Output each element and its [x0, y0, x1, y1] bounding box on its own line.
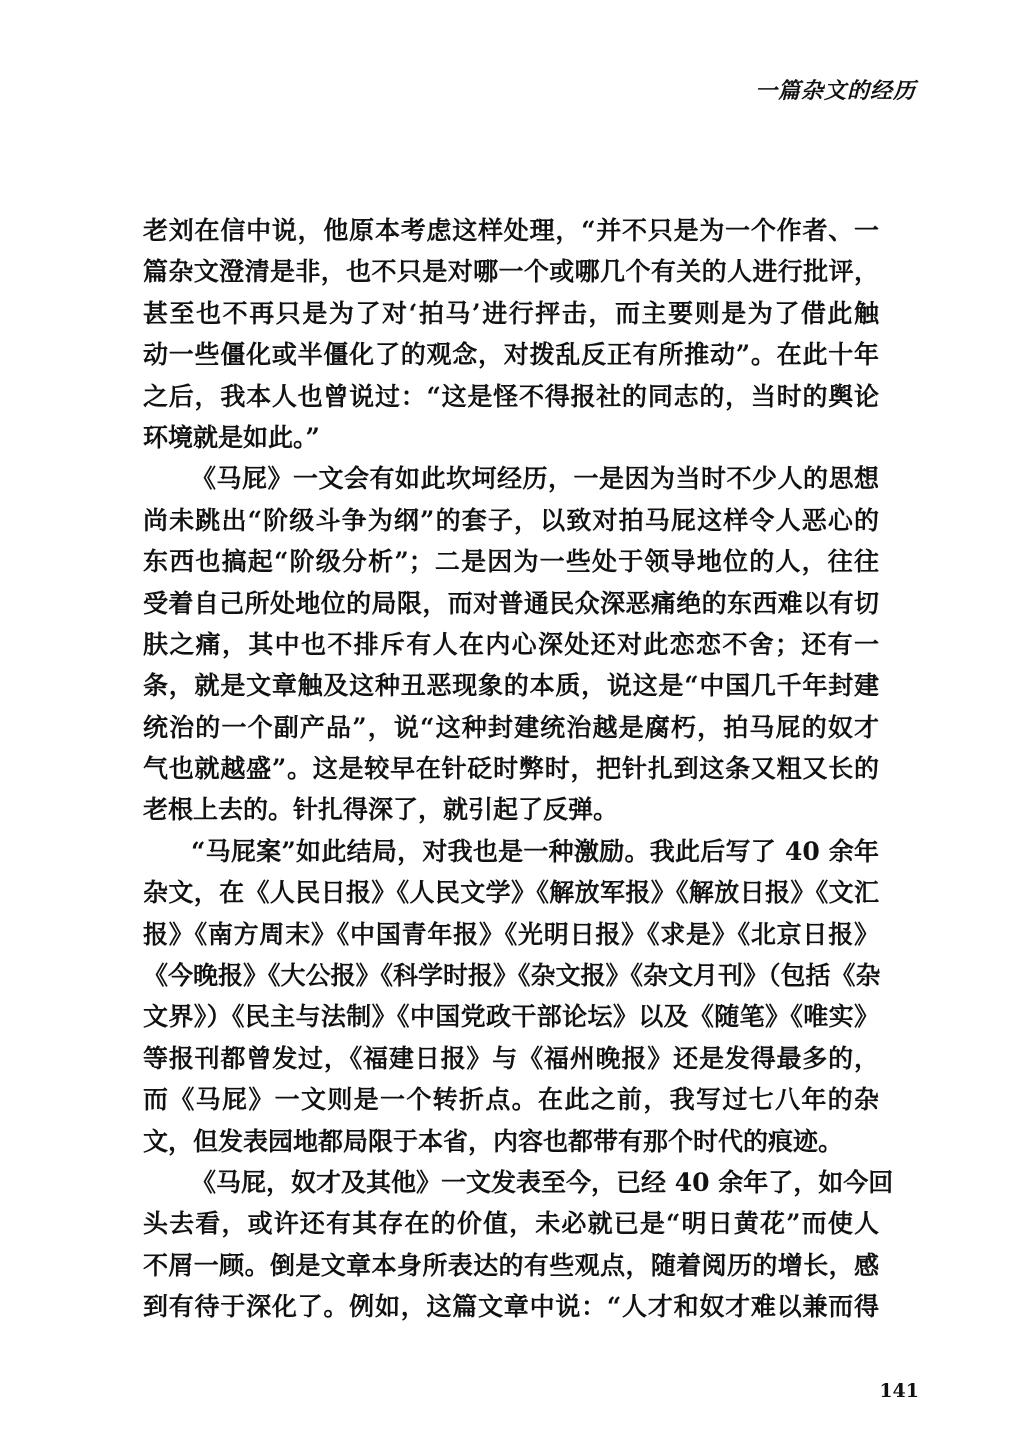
text-line: 《马屁，奴才及其他》一文发表至今，已经 40 余年了，如今回	[191, 1167, 894, 1197]
page-number: 141	[879, 1380, 919, 1402]
text-line: 等报刊都曾发过，《福建日报》与《福州晚报》还是发得最多的，	[143, 1043, 879, 1073]
text-line: 东西也搞起“阶级分析”；二是因为一些处于领导地位的人，往往	[143, 547, 879, 577]
text-line: 而《马屁》一文则是一个转折点。在此之前，我写过七八年的杂	[143, 1085, 879, 1115]
text-line: 文界》）《民主与法制》《中国党政干部论坛》以及《随笔》《唯实》	[143, 1002, 879, 1032]
running-head-title: 一篇杂文的经历	[754, 78, 916, 104]
text-line: 《今晚报》《大公报》《科学时报》《杂文报》《杂文月刊》（包括《杂	[143, 961, 881, 991]
text-line: 动一些僵化或半僵化了的观念，对拨乱反正有所推动”。在此十年	[143, 340, 879, 370]
body-text	[143, 210, 894, 1328]
text-line: 《马屁》一文会有如此坎坷经历，一是因为当时不少人的思想	[191, 464, 879, 494]
text-line: 尚未跳出“阶级斗争为纲”的套子，以致对拍马屁这样令人恶心的	[143, 505, 879, 535]
text-line: 肤之痛，其中也不排斥有人在内心深处还对此恋恋不舍；还有一	[143, 629, 879, 659]
text-line: 头去看，或许还有其存在的价值，未必就已是“明日黄花”而使人	[143, 1209, 879, 1239]
text-line: 之后，我本人也曾说过：“这是怪不得报社的同志的，当时的舆论	[143, 381, 879, 411]
text-line: 报》《南方周末》《中国青年报》《光明日报》《求是》《北京日报》	[143, 919, 879, 949]
text-line: 篇杂文澄清是非，也不只是对哪一个或哪几个有关的人进行批评，	[143, 257, 879, 287]
text-line: 到有待于深化了。例如，这篇文章中说：“人才和奴才难以兼而得	[143, 1292, 879, 1322]
text-line: 文，但发表园地都局限于本省，内容也都带有那个时代的痕迹。	[143, 1126, 844, 1156]
text-line: 甚至也不再只是为了对‘拍马’进行抨击，而主要则是为了借此触	[143, 298, 879, 328]
text-line: 不屑一顾。倒是文章本身所表达的有些观点，随着阅历的增长，感	[143, 1250, 879, 1280]
text-line: “马屁案”如此结局，对我也是一种激励。我此后写了 40 余年	[191, 836, 879, 866]
text-line: 杂文，在《人民日报》《人民文学》《解放军报》《解放日报》《文汇	[143, 878, 879, 908]
text-line: 气也就越盛”。这是较早在针砭时弊时，把针扎到这条又粗又长的	[143, 754, 879, 784]
text-line: 老刘在信中说，他原本考虑这样处理，“并不只是为一个作者、一	[143, 216, 879, 245]
text-line: 统治的一个副产品”，说“这种封建统治越是腐朽，拍马屁的奴才	[143, 712, 879, 742]
text-line: 环境就是如此。”	[143, 422, 320, 452]
text-line: 老根上去的。针扎得深了，就引起了反弹。	[143, 795, 619, 825]
text-line: 条，就是文章触及这种丑恶现象的本质，说这是“中国几千年封建	[143, 671, 879, 701]
text-line: 受着自己所处地位的局限，而对普通民众深恶痛绝的东西难以有切	[143, 588, 879, 618]
